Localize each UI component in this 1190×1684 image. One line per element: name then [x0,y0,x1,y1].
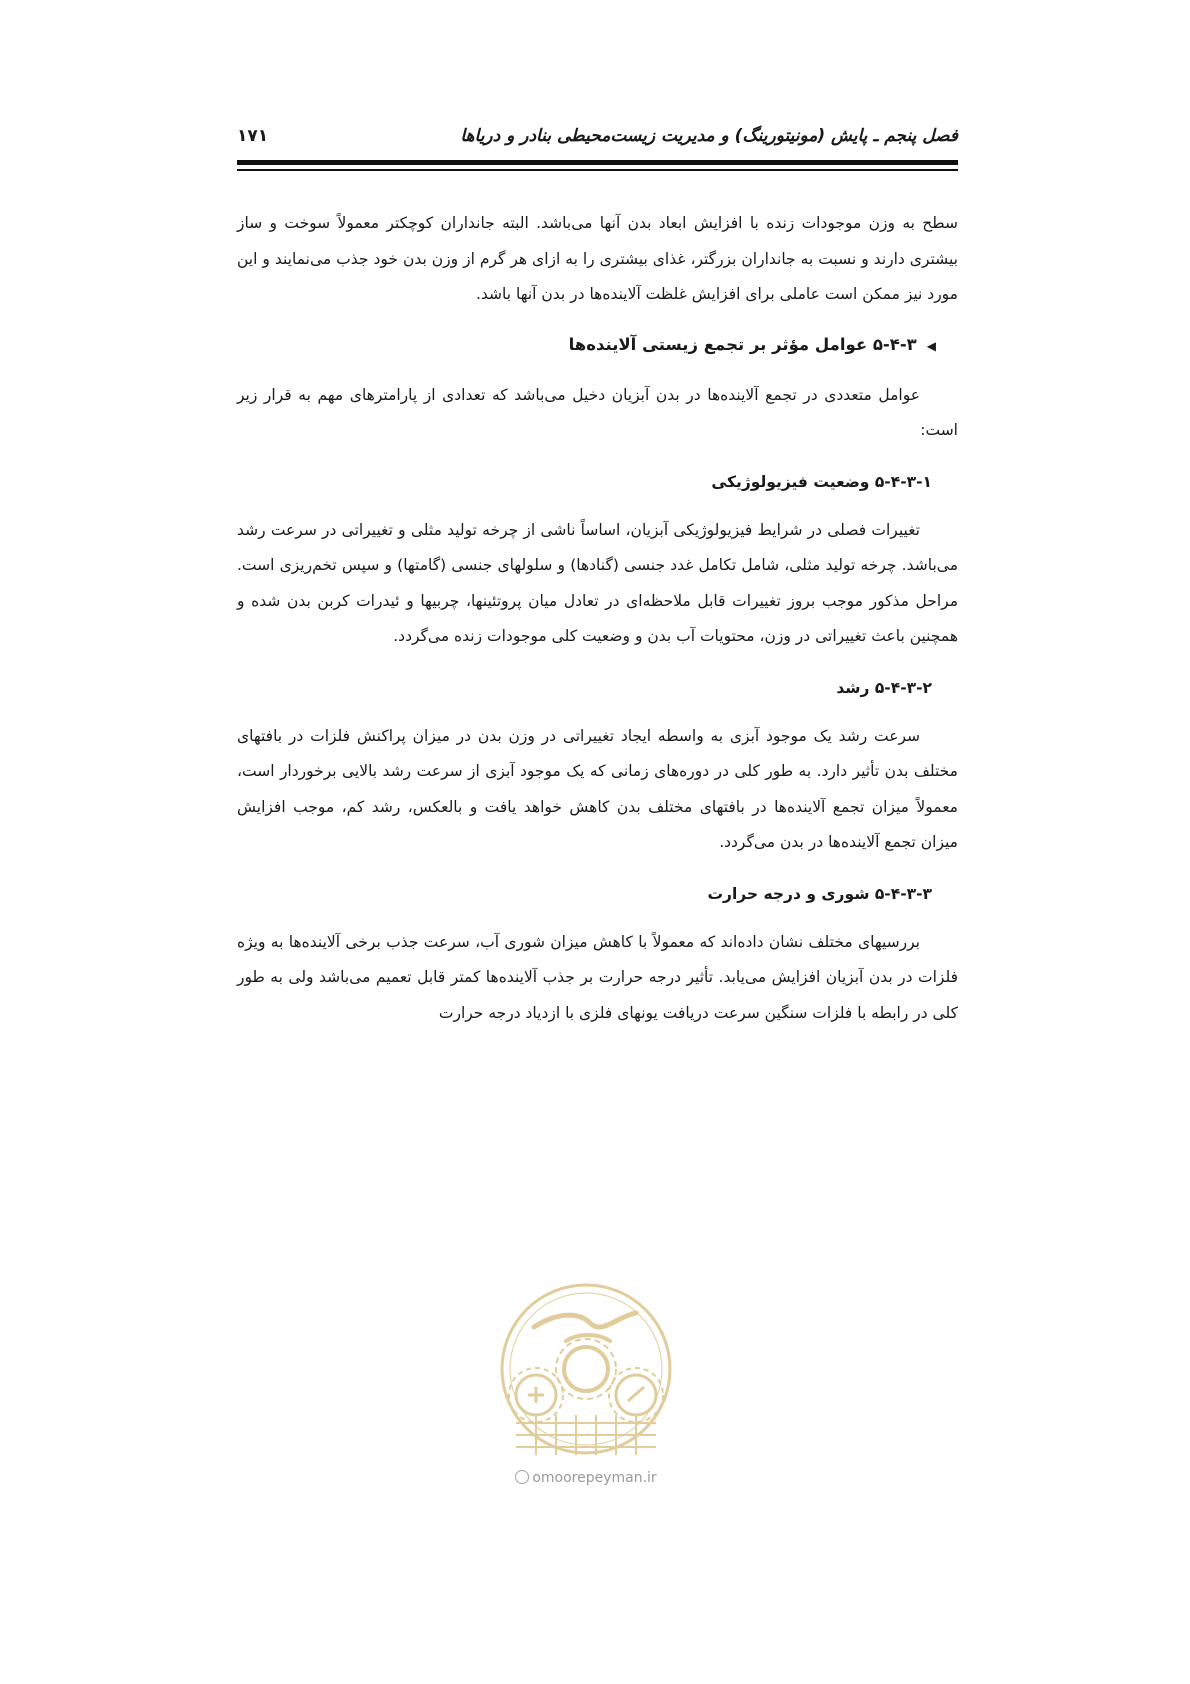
paragraph: عوامل متعددی در تجمع آلاینده‌ها در بدن آبزیان دخیل می‌باشد که تعدادی از پارامترهای مهم به قرار زیر است: [237,385,958,439]
header-rule-thin [237,169,958,171]
paragraph: تغییرات فصلی در شرایط فیزیولوژیکی آبزیان، اساساً ناشی از چرخه تولید مثلی و تغییراتی در سرعت رشد می‌باشد. چرخه تولید مثلی، شامل تکامل غدد جنسی (گنادها) و سلولهای جنسی (گامتها) و سپس تخم‌ریزی است. مراحل مذکور موجب بروز تغییرات قابل ملاحظه‌ای در تعادل میان پروتئینها، چربیها و ئیدرات کربن بدن شده و همچنین باعث تغییراتی در وزن، محتویات آب بدن و وضعیت کلی موجودات زنده می‌گردد. [237,520,958,645]
header-rule-thick [237,160,958,165]
section-heading [237,330,958,361]
page-number: ۱۷۱ [237,126,269,146]
subsection-heading: ۵-۴-۳-۲ رشد [836,678,932,697]
body-text [237,206,958,1031]
paragraph: سرعت رشد یک موجود آبزی به واسطه ایجاد تغییراتی در وزن بدن در میزان پراکنش فلزات در بافتهای مختلف بدن تأثیر دارد. به طور کلی در دوره‌های زمانی که یک موجود آبزی از سرعت رشد بالایی برخوردار است، معمولاً میزان تجمع آلاینده‌ها در بافتهای مختلف بدن کاهش خواهد یافت و بالعکس، رشد کم، موجب افزایش میزان تجمع آلاینده‌ها در بدن می‌گردد. [237,726,958,851]
watermark-url [486,1470,686,1486]
paragraph: سطح به وزن موجودات زنده با افزایش ابعاد بدن آنها می‌باشد. البته جانداران کوچکتر معمولاً سوخت و ساز بیشتری دارند و نسبت به جانداران بزرگتر، غذای بیشتری را به ازای هر گرم از وزن بدن خود جذب می‌نمایند و این مورد نیز ممکن است عاملی برای افزایش غلظت آلاینده‌ها در بدن آنها باشد. [237,214,958,303]
subsection-heading: ۵-۴-۳-۳ شوری و درجه حرارت [707,884,932,903]
watermark-url-text: omoorepeyman.ir [532,1470,657,1486]
page-header [237,118,958,158]
paragraph: بررسیهای مختلف نشان داده‌اند که معمولاً با کاهش میزان شوری آب، سرعت جذب برخی آلاینده‌ها به ویژه فلزات در بدن آبزیان افزایش می‌یابد. تأثیر درجه حرارت بر جذب آلاینده‌ها کمتر قابل تعمیم می‌باشد ولی به طور کلی در رابطه با فلزات سنگین سرعت دریافت یونهای فلزی با ازدیاد درجه حرارت [237,932,958,1022]
watermark-logo [486,1283,686,1461]
chapter-title: فصل پنجم ـ پایش (مونیتورینگ) و مدیریت زیست‌محیطی بنادر و دریاها [460,126,958,146]
globe-icon [515,1470,529,1484]
triangle-bullet-icon: ◀ [926,338,936,353]
section-heading-text: ۵-۴-۳ عوامل مؤثر بر تجمع زیستی آلاینده‌ها [568,334,917,354]
subsection-heading: ۵-۴-۳-۱ وضعیت فیزیولوژیکی [711,472,932,491]
